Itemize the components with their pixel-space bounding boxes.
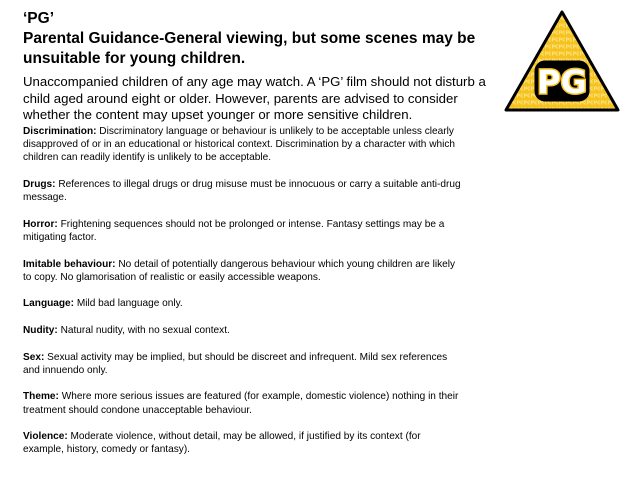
rule-violence <box>23 430 463 456</box>
rule-label: Horror: <box>23 218 58 230</box>
rule-label: Violence: <box>23 431 68 443</box>
rule-label: Discrimination: <box>23 126 97 137</box>
rule-horror <box>23 218 463 244</box>
intro-paragraph: Unaccompanied children of any age may watch. A ‘PG’ film should not disturb a child aged around eight or older. However, parents are advised to consider whether the content may upset younger or more sensitive children. <box>23 74 486 122</box>
rule-label: Language: <box>23 298 75 310</box>
rule-text: No detail of potentially dangerous behaviour which young children are likely to copy. No glamorisation of realistic or easily accessible weapons. <box>23 258 456 283</box>
rule-discrimination <box>23 125 463 165</box>
rule-label: Imitable behaviour: <box>23 258 116 270</box>
pg-rating-logo-icon <box>502 8 622 114</box>
rule-imitable-behaviour <box>23 258 463 284</box>
rule-text: Discriminatory language or behaviour is unlikely to be acceptable unless clearly disapproved of or in an educational or historical context. Discrimination by a character with which children can readily identify is unlikely to be acceptable. <box>23 126 456 164</box>
rules-list <box>23 125 463 470</box>
rule-label: Nudity: <box>23 324 58 336</box>
rule-sex <box>23 351 463 377</box>
rule-language <box>23 297 463 310</box>
title-rating: ‘PG’ <box>23 10 55 27</box>
rule-drugs <box>23 178 463 204</box>
logo-text: PG <box>537 63 587 101</box>
rule-text: Natural nudity, with no sexual context. <box>60 324 230 336</box>
rule-text: Frightening sequences should not be prolonged or intense. Fantasy settings may be a mitigating factor. <box>23 218 445 243</box>
page-title <box>23 9 493 69</box>
rule-text: Where more serious issues are featured (for example, domestic violence) nothing in their treatment should condone unacceptable behaviour. <box>23 391 459 416</box>
title-line-1: Parental Guidance-General viewing, but some scenes may be <box>23 30 476 47</box>
rule-theme <box>23 390 463 416</box>
rule-label: Drugs: <box>23 179 56 190</box>
rule-text: Mild bad language only. <box>76 298 183 310</box>
rule-text: Sexual activity may be implied, but should be discreet and infrequent. Mild sex references and innuendo only. <box>23 351 448 376</box>
title-line-2: unsuitable for young children. <box>23 50 246 67</box>
rule-nudity <box>23 324 463 337</box>
rule-label: Theme: <box>23 391 59 403</box>
rule-label: Sex: <box>23 351 45 363</box>
rule-text: References to illegal drugs or drug misuse must be innocuous or carry a suitable anti-drug message. <box>23 179 461 204</box>
rule-text: Moderate violence, without detail, may be allowed, if justified by its context (for example, history, comedy or fantasy). <box>23 431 421 456</box>
